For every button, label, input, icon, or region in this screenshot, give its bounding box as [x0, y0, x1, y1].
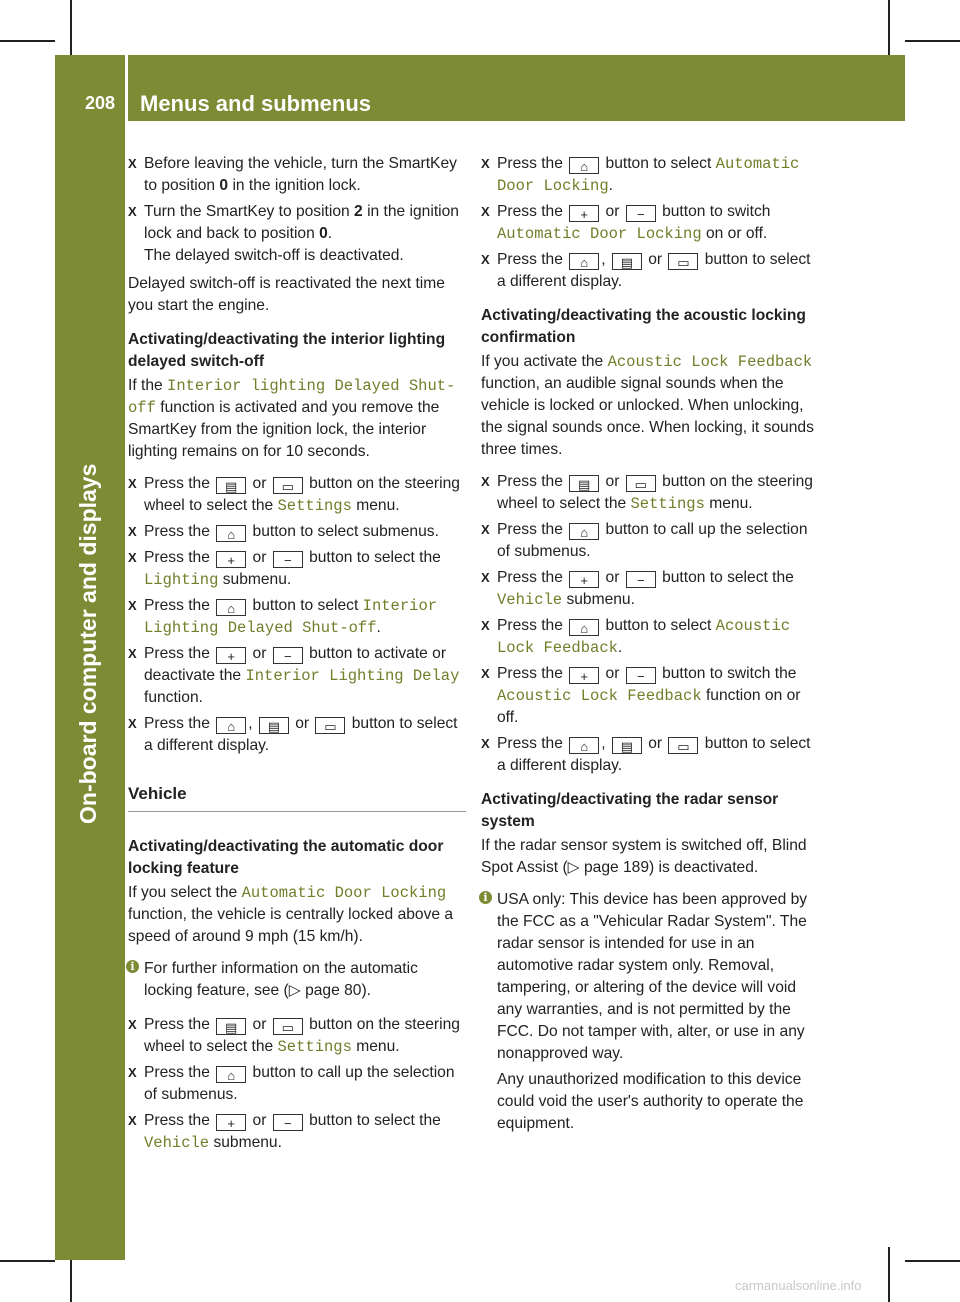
- list-item: X Press the ⌂ button to select submenus.: [128, 521, 466, 543]
- minus-button-icon: −: [273, 1114, 303, 1131]
- list-item: X Press the ⌂ , ▤ or ▭ button to select a different display.: [481, 733, 819, 777]
- column-right: [481, 153, 819, 1147]
- display-up-button-icon: ▤: [569, 475, 599, 492]
- list-item: X Press the + or − button to select the Lighting submenu.: [128, 547, 466, 591]
- list-item: X Press the + or − button to activate or deactivate the Interior Lighting Delay function.: [128, 643, 466, 709]
- display-up-button-icon: ▤: [259, 717, 289, 734]
- display-up-button-icon: ▤: [216, 1018, 246, 1035]
- back-button-icon: ⌂: [569, 619, 599, 636]
- heading: Activating/deactivating the automatic door locking feature: [128, 838, 444, 877]
- plus-button-icon: +: [216, 647, 246, 664]
- list-item: X Before leaving the vehicle, turn the SmartKey to position 0 in the ignition lock.: [128, 153, 466, 197]
- heading: Activating/deactivating the acoustic locking confirmation: [481, 307, 806, 346]
- info-note: i For further information on the automatic locking feature, see (▷ page 80).: [128, 958, 466, 1002]
- back-button-icon: ⌂: [569, 523, 599, 540]
- plus-button-icon: +: [569, 667, 599, 684]
- paragraph: If the Interior lighting Delayed Shut-off function is activated and you remove the SmartKey from the ignition lock, the interior lighting remains on for 10 seconds.: [128, 377, 456, 460]
- back-button-icon: ⌂: [569, 157, 599, 174]
- plus-button-icon: +: [216, 1114, 246, 1131]
- back-button-icon: ⌂: [216, 717, 246, 734]
- list-item: X Press the + or − button to select the Vehicle submenu.: [128, 1110, 466, 1154]
- list-item: X Press the ⌂ , ▤ or ▭ button to select a different display.: [128, 713, 466, 757]
- display-up-button-icon: ▤: [216, 477, 246, 494]
- paragraph: If the radar sensor system is switched off, Blind Spot Assist (▷ page 189) is deactivated.: [481, 837, 807, 876]
- display-up-button-icon: ▤: [612, 253, 642, 270]
- column-left: [128, 153, 466, 1158]
- crop-mark: [888, 1247, 890, 1302]
- back-button-icon: ⌂: [216, 1066, 246, 1083]
- display-down-button-icon: ▭: [668, 253, 698, 270]
- paragraph: If you activate the Acoustic Lock Feedback function, an audible signal sounds when the vehicle is locked or unlocked. When unlocking, the signal sounds once. When locking, it sounds three times.: [481, 353, 814, 458]
- list-item: X Press the + or − button to switch the Acoustic Lock Feedback function on or off.: [481, 663, 819, 729]
- minus-button-icon: −: [626, 571, 656, 588]
- side-tab-label: On-board computer and displays: [75, 463, 101, 824]
- list-item: X Press the ⌂ button to select Acoustic Lock Feedback.: [481, 615, 819, 659]
- list-item: X Turn the SmartKey to position 2 in the ignition lock and back to position 0. The delayed switch-off is deactivated.: [128, 201, 466, 267]
- crop-mark: [905, 1260, 960, 1262]
- crop-mark: [905, 40, 960, 42]
- back-button-icon: ⌂: [216, 599, 246, 616]
- list-item: X Press the + or − button to select the Vehicle submenu.: [481, 567, 819, 611]
- display-down-button-icon: ▭: [273, 1018, 303, 1035]
- info-icon: i: [479, 891, 492, 904]
- list-item: X Press the ▤ or ▭ button on the steering wheel to select the Settings menu.: [481, 471, 819, 515]
- info-icon: i: [126, 960, 139, 973]
- back-button-icon: ⌂: [569, 737, 599, 754]
- crop-mark: [70, 0, 72, 55]
- list-item: X Press the ⌂ button to select Automatic Door Locking.: [481, 153, 819, 197]
- info-note: i USA only: This device has been approved by the FCC as a "Vehicular Radar System". The radar sensor is intended for use in an automotive radar system only. Removal, tampering, or altering of the device will void any warranties, and is not permitted by the FCC. Do not tamper with, alter, or use in any nonapproved way. Any unauthorized modification to this device could void the user's authority to operate the equipment.: [481, 889, 819, 1135]
- crop-mark: [0, 1260, 55, 1262]
- paragraph: Delayed switch-off is reactivated the next time you start the engine.: [128, 275, 445, 314]
- back-button-icon: ⌂: [216, 525, 246, 542]
- page-title: Menus and submenus: [140, 91, 372, 116]
- display-down-button-icon: ▭: [668, 737, 698, 754]
- list-item: X Press the ▤ or ▭ button on the steering wheel to select the Settings menu.: [128, 473, 466, 517]
- crop-mark: [888, 0, 890, 55]
- display-down-button-icon: ▭: [315, 717, 345, 734]
- display-down-button-icon: ▭: [273, 477, 303, 494]
- minus-button-icon: −: [626, 205, 656, 222]
- minus-button-icon: −: [273, 551, 303, 568]
- plus-button-icon: +: [216, 551, 246, 568]
- minus-button-icon: −: [273, 647, 303, 664]
- section-heading: Vehicle: [128, 783, 466, 812]
- list-item: X Press the ⌂ , ▤ or ▭ button to select a different display.: [481, 249, 819, 293]
- minus-button-icon: −: [626, 667, 656, 684]
- header-divider: [125, 55, 128, 121]
- list-item: X Press the + or − button to switch Automatic Door Locking on or off.: [481, 201, 819, 245]
- crop-mark: [0, 40, 55, 42]
- plus-button-icon: +: [569, 205, 599, 222]
- plus-button-icon: +: [569, 571, 599, 588]
- display-up-button-icon: ▤: [612, 737, 642, 754]
- heading: Activating/deactivating the interior lighting delayed switch-off: [128, 331, 446, 370]
- back-button-icon: ⌂: [569, 253, 599, 270]
- list-item: X Press the ⌂ button to select Interior Lighting Delayed Shut-off.: [128, 595, 466, 639]
- page-number: 208: [85, 93, 116, 113]
- list-item: X Press the ▤ or ▭ button on the steering wheel to select the Settings menu.: [128, 1014, 466, 1058]
- page-header: [55, 55, 905, 121]
- watermark: carmanualsonline.info: [735, 1278, 862, 1293]
- list-item: X Press the ⌂ button to call up the selection of submenus.: [128, 1062, 466, 1106]
- heading: Activating/deactivating the radar sensor system: [481, 791, 779, 830]
- paragraph: If you select the Automatic Door Locking function, the vehicle is centrally locked above a speed of around 9 mph (15 km/h).: [128, 884, 454, 945]
- list-item: X Press the ⌂ button to call up the selection of submenus.: [481, 519, 819, 563]
- display-down-button-icon: ▭: [626, 475, 656, 492]
